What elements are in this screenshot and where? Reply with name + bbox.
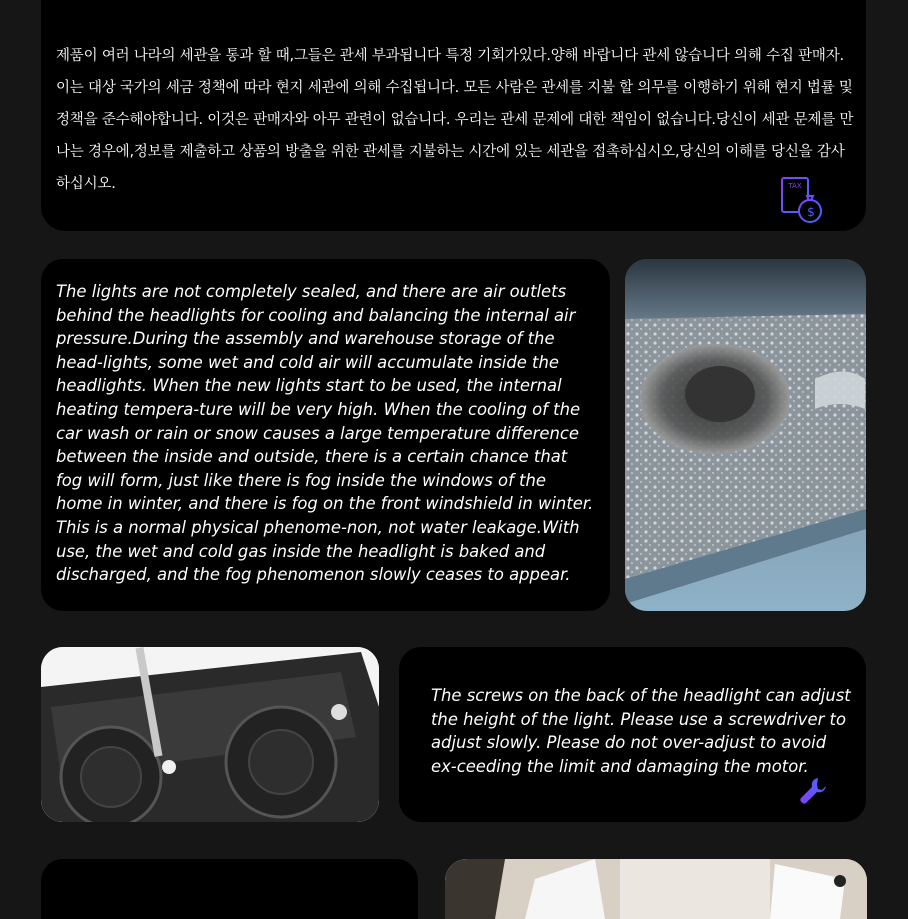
bottom-text-card <box>41 859 418 919</box>
wrench-icon <box>797 775 829 807</box>
tax-icon-label: TAX <box>788 182 802 190</box>
tax-icon-symbol: $ <box>807 205 815 219</box>
fog-explanation-card <box>41 259 610 611</box>
fog-explanation-text: The lights are not completely sealed, and there are air outlets behind the headlights for cooling and balancing the internal air pressure.During the assembly and warehouse storage of the head-lights, some wet and cold air will accumulate inside the headlights. When the new lights start to be used, the internal heating tempera-ture will be very high. When the cooling of the car wash or rain or snow causes a large temperature difference between the inside and outside, there is a certain chance that fog will form, just like there is fog inside the windows of the home in winter, and there is fog on the front windshield in winter. This is a normal physical phenome-non, not water leakage.With use, the wet and cold gas inside the headlight is baked and discharged, and the fog phenomenon slowly ceases to appear. <box>56 282 594 585</box>
customs-notice-text: 제품이 여러 나라의 세관을 통과 할 때,그들은 관세 부과됩니다 특정 기회가있다.양해 바랍니다 관세 않습니다 의해 수집 판매자. 이는 대상 국가의 세금 정책에 따라 현지 세관에 의해 수집됩니다. 모든 사람은 관세를 지불 할 의무를 이행하기 위해 현지 법률 및 정책을 준수해야합니다. 이것은 판매자와 아무 관련이 없습니다. 우리는 관세 문제에 대한 책임이 없습니다.당신이 세관 문제를 만나는 경우에,정보를 제출하고 상품의 방출을 위한 관세를 지불하는 시간에 있는 세관을 접촉하십시오,당신의 이해를 당신을 감사하십시오. <box>56 48 854 192</box>
tax-money-bag-icon <box>779 175 827 223</box>
customs-notice-card <box>41 0 866 231</box>
height-adjustment-card <box>399 647 866 822</box>
headlight-condensation-photo <box>625 259 866 611</box>
height-adjustment-text: The screws on the back of the headlight can adjust the height of the light. Please use a screwdriver to adjust slowly. Please do not over-adjust to avoid ex-ceeding the limit and damaging the motor. <box>431 686 851 776</box>
studio-lighting-photo <box>445 859 867 919</box>
headlight-back-screwdriver-photo <box>41 647 379 822</box>
